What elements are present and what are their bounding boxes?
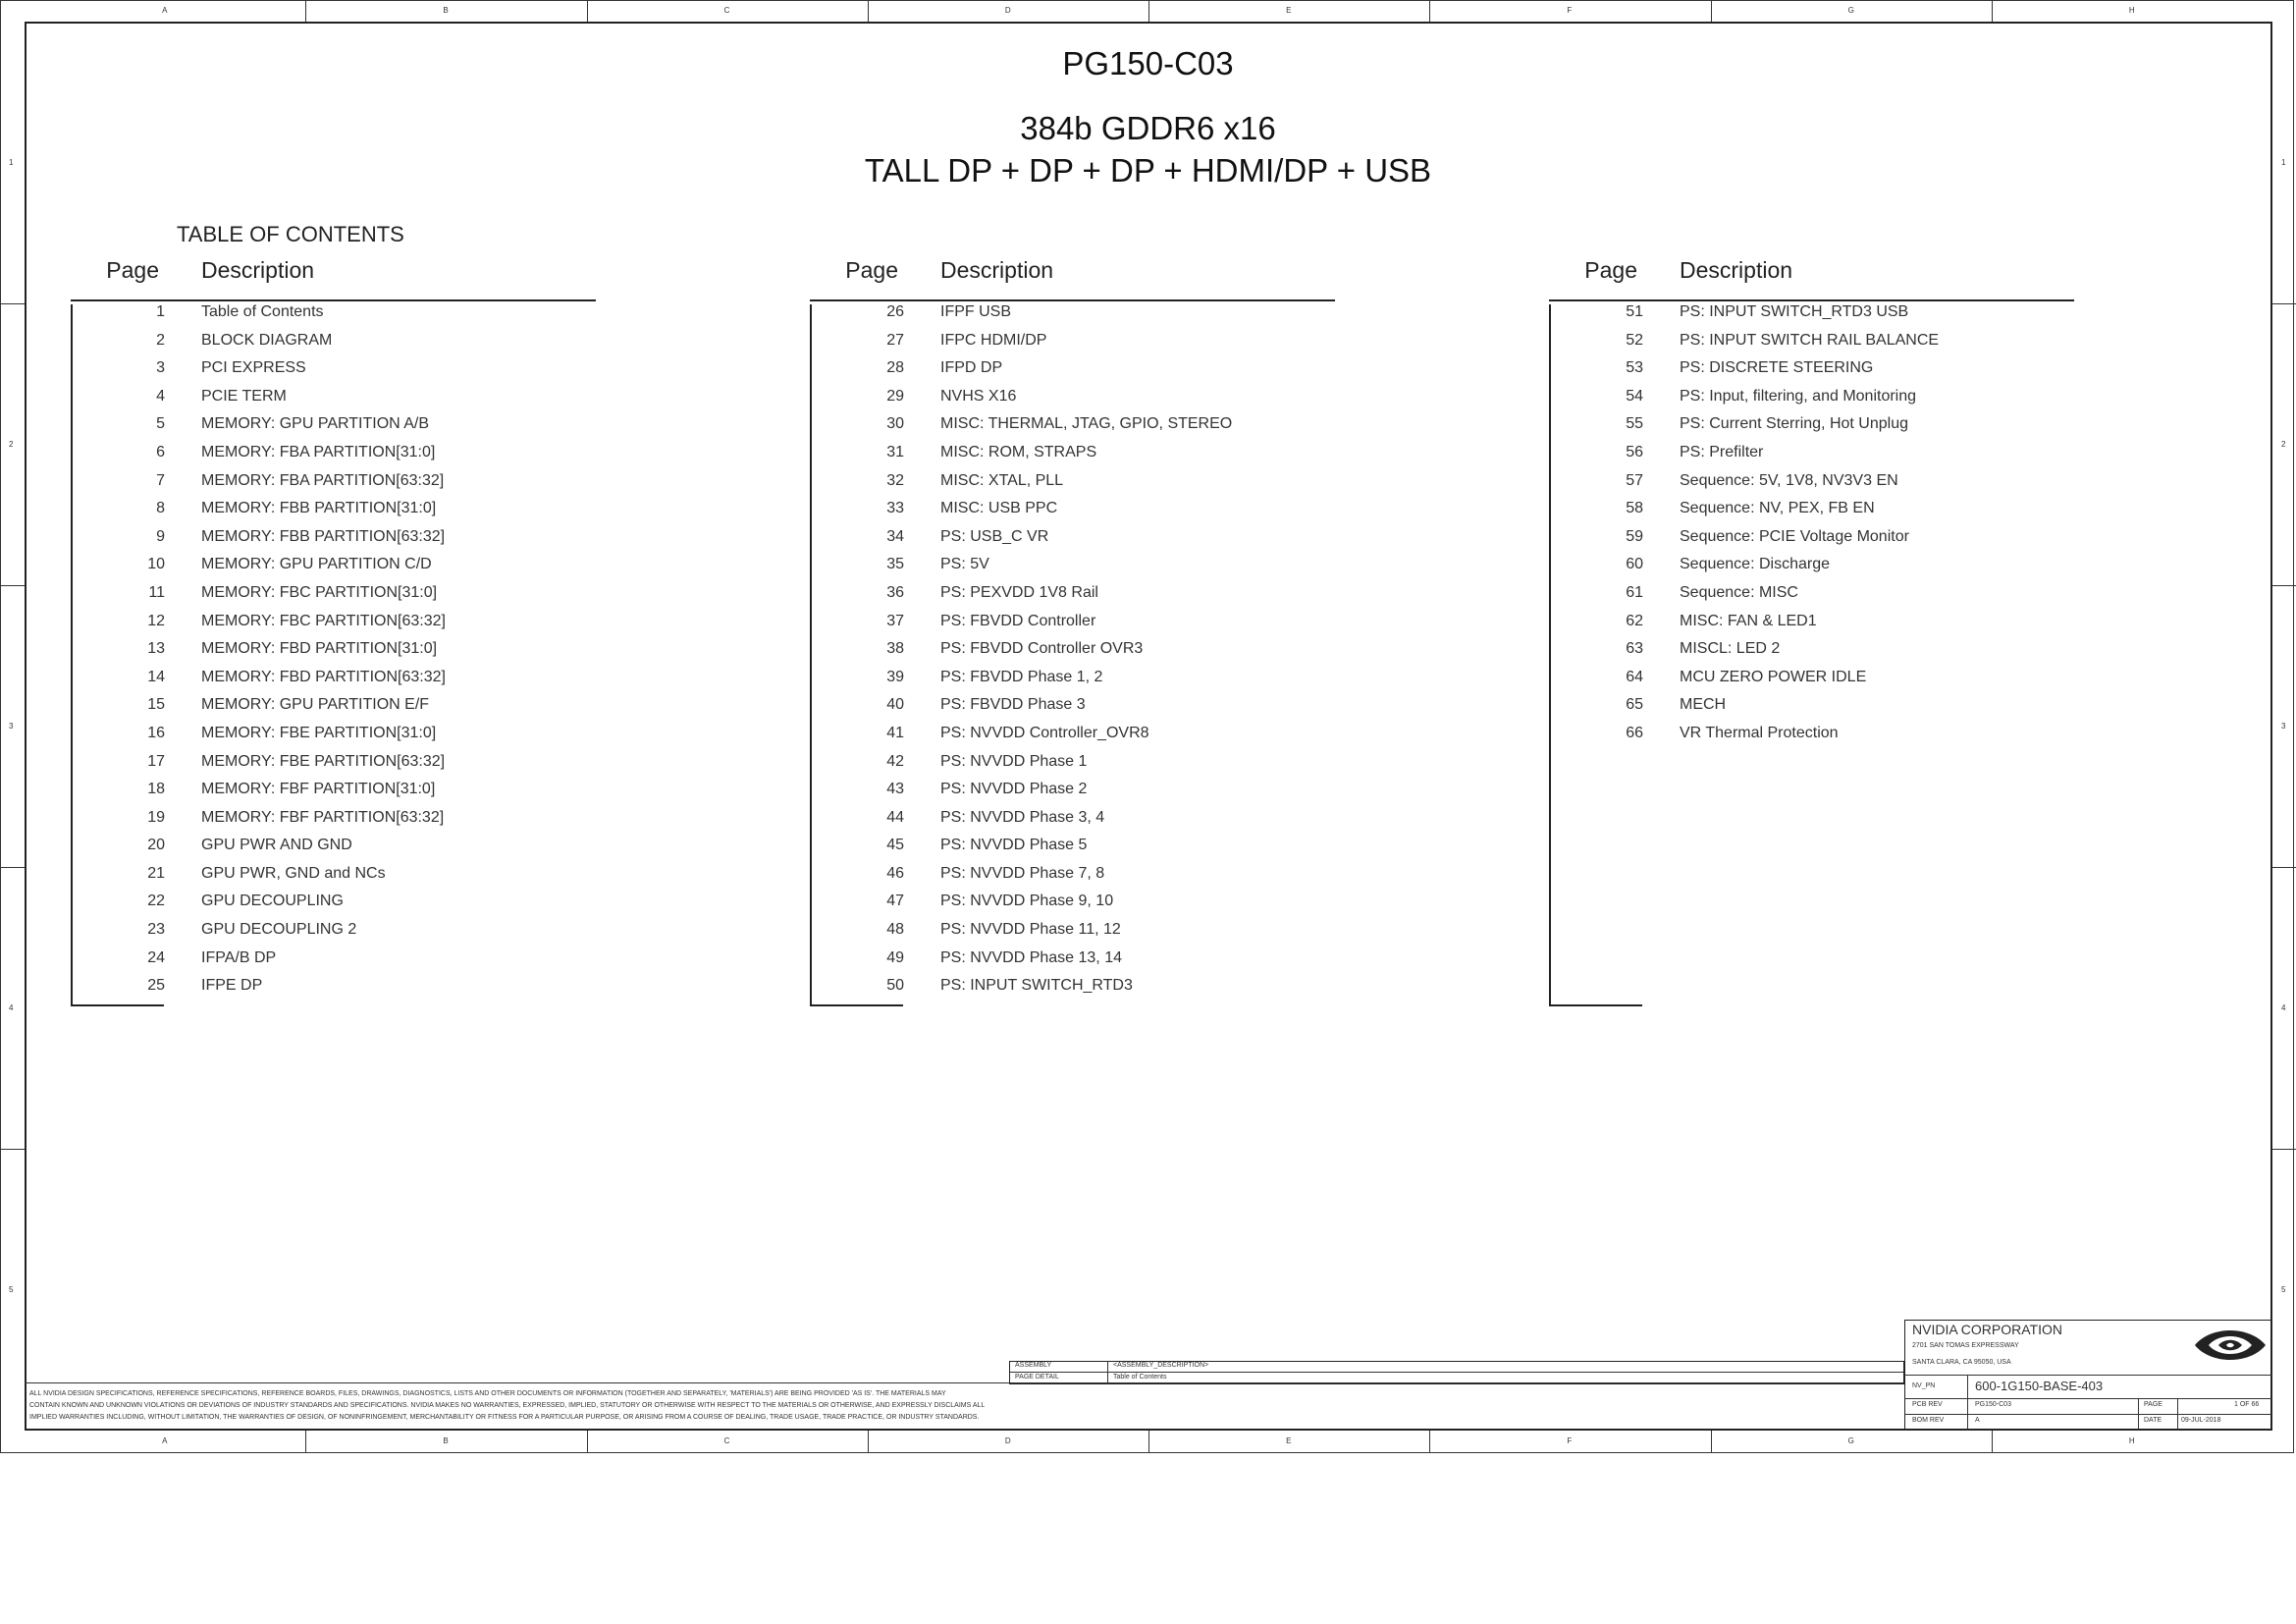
zone-column-label: A <box>162 6 168 15</box>
zone-row-label: 3 <box>2281 721 2286 731</box>
toc-row <box>1549 444 2177 472</box>
zone-column-label: B <box>443 1436 449 1445</box>
toc-row <box>1549 500 2177 528</box>
toc-row <box>810 837 1438 865</box>
zone-row-label: 4 <box>9 1002 14 1012</box>
toc-row <box>810 613 1438 641</box>
zone-divider <box>1429 1431 1430 1452</box>
toc-page-number: 8 <box>156 500 165 517</box>
disclaimer-line: CONTAIN KNOWN AND UNKNOWN VIOLATIONS OR DEVIATIONS OF INDUSTRY STANDARDS AND SPECIFICATIONS. NVIDIA MAKES NO WARRANTIES, EXPRESSED, IMPLIED, STATUTORY OR OTHERWISE WITH RESPECT TO THE MATERIALS OR OTHERWISE, AND EXPRESSLY DISCLAIMS ALL <box>29 1402 986 1409</box>
description-column-header: Description <box>940 257 1054 283</box>
toc-page-description: PS: NVVDD Phase 11, 12 <box>940 921 1121 939</box>
toc-page-number: 18 <box>147 781 165 798</box>
output-config: TALL DP + DP + DP + HDMI/DP + USB <box>864 152 1432 189</box>
zone-divider <box>1429 0 1430 22</box>
toc-page-description: MEMORY: FBA PARTITION[31:0] <box>201 443 436 460</box>
toc-row <box>810 388 1438 416</box>
disclaimer-line: IMPLIED WARRANTIES INCLUDING, WITHOUT LIMITATION, THE WARRANTIES OF DESIGN, OF NONINFRINGEMENT, MERCHANTABILITY OR FITNESS FOR A PARTICULAR PURPOSE, OR ARISING FROM A COURSE OF DEALING, TRADE USAGE, TRADE PRACTICE, OR INDUSTRY STANDARDS. <box>29 1414 980 1421</box>
toc-page-number: 32 <box>886 471 904 489</box>
toc-column-2 <box>810 257 1340 293</box>
toc-page-number: 49 <box>886 948 904 966</box>
description-column-header: Description <box>201 257 315 283</box>
zone-divider <box>1992 0 1993 22</box>
toc-row <box>71 303 699 332</box>
toc-page-description: Table of Contents <box>201 303 324 320</box>
toc-page-description: PS: PEXVDD 1V8 Rail <box>940 583 1098 601</box>
toc-page-description: GPU PWR AND GND <box>201 837 352 854</box>
toc-row <box>810 332 1438 360</box>
toc-page-description: PS: Current Sterring, Hot Unplug <box>1680 415 1908 433</box>
zone-row-label: 3 <box>9 721 14 731</box>
toc-page-description: MISC: ROM, STRAPS <box>940 443 1097 460</box>
toc-row <box>810 781 1438 809</box>
toc-page-number: 16 <box>147 724 165 741</box>
zone-column-label: H <box>2128 6 2135 15</box>
toc-page-description: MISC: FAN & LED1 <box>1680 612 1817 629</box>
memory-config: 384b GDDR6 x16 <box>1020 110 1276 146</box>
zone-column-label: G <box>1847 1436 1854 1445</box>
toc-page-number: 5 <box>156 415 165 433</box>
toc-page-number: 35 <box>886 556 904 573</box>
toc-page-number: 45 <box>886 837 904 854</box>
toc-page-description: Sequence: PCIE Voltage Monitor <box>1680 527 1909 545</box>
toc-page-number: 59 <box>1626 527 1643 545</box>
toc-page-number: 10 <box>147 556 165 573</box>
tb-rule-2 <box>1904 1398 2272 1399</box>
toc-page-description: Sequence: 5V, 1V8, NV3V3 EN <box>1680 471 1898 489</box>
zone-divider <box>0 585 25 586</box>
toc-row <box>71 640 699 669</box>
tb-rule-1 <box>1904 1375 2272 1376</box>
toc-page-description: MEMORY: FBA PARTITION[63:32] <box>201 471 445 489</box>
toc-page-description: PS: NVVDD Phase 2 <box>940 781 1088 798</box>
toc-row <box>71 893 699 921</box>
toc-page-number: 21 <box>147 864 165 882</box>
toc-page-number: 41 <box>886 724 904 741</box>
toc-page-number: 66 <box>1626 724 1643 741</box>
zone-column-label: E <box>1286 6 1292 15</box>
toc-page-description: PS: NVVDD Phase 3, 4 <box>940 808 1105 826</box>
zone-divider <box>2272 303 2296 304</box>
zone-divider <box>0 303 25 304</box>
toc-page-number: 1 <box>156 303 165 320</box>
zone-divider <box>2272 585 2296 586</box>
toc-row <box>1549 584 2177 613</box>
toc-page-number: 28 <box>886 359 904 377</box>
toc-row <box>71 837 699 865</box>
toc-page-description: PS: NVVDD Phase 7, 8 <box>940 864 1105 882</box>
toc-page-number: 48 <box>886 921 904 939</box>
date-label: DATE <box>2144 1417 2163 1424</box>
tb-rule-3 <box>1904 1414 2272 1415</box>
toc-row <box>810 584 1438 613</box>
zone-divider <box>2272 1149 2296 1150</box>
toc-row <box>810 949 1438 978</box>
zone-divider <box>1711 1431 1712 1452</box>
page-label: PAGE <box>2144 1401 2163 1408</box>
zone-divider <box>868 1431 869 1452</box>
zone-divider <box>1148 1431 1149 1452</box>
toc-row <box>810 865 1438 893</box>
toc-page-number: 20 <box>147 837 165 854</box>
zone-divider <box>2272 867 2296 868</box>
toc-page-number: 29 <box>886 387 904 405</box>
toc-page-description: MEMORY: GPU PARTITION A/B <box>201 415 430 433</box>
toc-page-number: 42 <box>886 752 904 770</box>
toc-page-description: MEMORY: FBB PARTITION[31:0] <box>201 500 437 517</box>
toc-row <box>1549 303 2177 332</box>
pcb-rev-value: PG150-C03 <box>1975 1401 2011 1408</box>
toc-page-description: MEMORY: FBC PARTITION[31:0] <box>201 583 438 601</box>
toc-page-description: MEMORY: FBC PARTITION[63:32] <box>201 612 446 629</box>
nv-pn-label: NV_PN <box>1912 1382 1936 1389</box>
toc-row <box>810 725 1438 753</box>
toc-page-number: 40 <box>886 696 904 714</box>
zone-row-label: 2 <box>9 439 14 449</box>
toc-row <box>71 388 699 416</box>
toc-page-description: PCI EXPRESS <box>201 359 306 377</box>
zone-column-label: D <box>1004 6 1011 15</box>
toc-page-description: GPU PWR, GND and NCs <box>201 864 386 882</box>
toc-page-description: MISCL: LED 2 <box>1680 640 1781 658</box>
toc-row <box>810 303 1438 332</box>
toc-row <box>810 977 1438 1005</box>
toc-page-description: IFPC HDMI/DP <box>940 331 1047 349</box>
toc-row <box>1549 388 2177 416</box>
toc-page-number: 64 <box>1626 668 1643 685</box>
toc-page-description: PS: Input, filtering, and Monitoring <box>1680 387 1917 405</box>
toc-row <box>71 556 699 584</box>
toc-page-number: 17 <box>147 752 165 770</box>
toc-page-number: 39 <box>886 668 904 685</box>
toc-row <box>1549 359 2177 388</box>
page-value: 1 OF 66 <box>2234 1401 2260 1408</box>
toc-page-number: 15 <box>147 696 165 714</box>
toc-row <box>810 444 1438 472</box>
toc-rows-3 <box>1549 303 2177 753</box>
toc-page-number: 3 <box>156 359 165 377</box>
toc-page-description: MECH <box>1680 696 1727 714</box>
description-column-header: Description <box>1680 257 1793 283</box>
toc-page-description: IFPE DP <box>201 977 263 995</box>
toc-row <box>71 669 699 697</box>
toc-page-description: BLOCK DIAGRAM <box>201 331 333 349</box>
toc-page-description: PS: NVVDD Controller_OVR8 <box>940 724 1149 741</box>
toc-row <box>71 977 699 1005</box>
toc-rows-1 <box>71 303 699 1005</box>
toc-page-number: 60 <box>1626 556 1643 573</box>
toc-page-description: PS: NVVDD Phase 9, 10 <box>940 893 1114 910</box>
toc-page-description: PS: INPUT SWITCH_RTD3 <box>940 977 1133 995</box>
toc-page-number: 33 <box>886 500 904 517</box>
toc-page-number: 63 <box>1626 640 1643 658</box>
zone-column-label: C <box>723 1436 730 1445</box>
toc-page-number: 2 <box>156 331 165 349</box>
toc-page-description: MISC: THERMAL, JTAG, GPIO, STEREO <box>940 415 1233 433</box>
toc-column-3 <box>1549 257 2079 293</box>
zone-divider <box>1148 0 1149 22</box>
toc-page-number: 12 <box>147 612 165 629</box>
toc-page-number: 58 <box>1626 500 1643 517</box>
zone-column-label: H <box>2128 1436 2135 1445</box>
zone-labels-right <box>2272 22 2296 1431</box>
toc-page-description: PS: 5V <box>940 556 989 573</box>
toc-page-description: PS: Prefilter <box>1680 443 1764 460</box>
toc-row <box>1549 415 2177 444</box>
toc-page-number: 11 <box>148 583 165 601</box>
toc-page-number: 13 <box>147 640 165 658</box>
toc-page-description: PS: FBVDD Phase 3 <box>940 696 1086 714</box>
toc-row <box>810 556 1438 584</box>
bom-rev-label: BOM REV <box>1912 1417 1945 1424</box>
toc-page-description: VR Thermal Protection <box>1680 724 1839 741</box>
toc-page-number: 19 <box>147 808 165 826</box>
toc-page-description: PS: NVVDD Phase 5 <box>940 837 1088 854</box>
toc-page-description: MEMORY: GPU PARTITION C/D <box>201 556 432 573</box>
toc-row <box>1549 472 2177 501</box>
toc-page-number: 44 <box>886 808 904 826</box>
toc-row <box>810 921 1438 949</box>
toc-page-number: 55 <box>1626 415 1643 433</box>
assembly-label: ASSEMBLY <box>1015 1362 1052 1369</box>
toc-row <box>71 865 699 893</box>
toc-page-number: 6 <box>156 443 165 460</box>
zone-divider <box>587 1431 588 1452</box>
company-name: NVIDIA CORPORATION <box>1912 1322 2062 1337</box>
toc-page-description: MEMORY: GPU PARTITION E/F <box>201 696 430 714</box>
toc-page-number: 37 <box>886 612 904 629</box>
toc-page-number: 24 <box>147 948 165 966</box>
zone-column-label: C <box>723 6 730 15</box>
assembly-divider <box>1009 1372 1904 1373</box>
toc-page-description: GPU DECOUPLING <box>201 893 344 910</box>
company-address-1: 2701 SAN TOMAS EXPRESSWAY <box>1912 1342 2019 1349</box>
toc-row <box>71 725 699 753</box>
toc-page-number: 46 <box>886 864 904 882</box>
toc-page-number: 31 <box>886 443 904 460</box>
zone-column-label: G <box>1847 6 1854 15</box>
page-detail-label: PAGE DETAIL <box>1015 1374 1059 1380</box>
toc-page-number: 4 <box>156 387 165 405</box>
toc-page-description: MEMORY: FBD PARTITION[63:32] <box>201 668 446 685</box>
date-value: 09-JUL-2018 <box>2181 1417 2221 1424</box>
zone-row-label: 5 <box>9 1284 14 1294</box>
zone-divider <box>587 0 588 22</box>
board-title: PG150-C03 <box>1062 45 1234 81</box>
toc-row <box>810 500 1438 528</box>
toc-row <box>810 669 1438 697</box>
toc-page-description: PS: FBVDD Controller <box>940 612 1096 629</box>
toc-page-description: PS: USB_C VR <box>940 527 1049 545</box>
toc-page-number: 62 <box>1626 612 1643 629</box>
toc-page-description: PS: NVVDD Phase 1 <box>940 752 1088 770</box>
toc-row <box>810 753 1438 782</box>
zone-column-label: E <box>1286 1436 1292 1445</box>
toc-row <box>71 332 699 360</box>
toc-page-description: GPU DECOUPLING 2 <box>201 921 357 939</box>
toc-row <box>71 584 699 613</box>
toc-page-description: IFPD DP <box>940 359 1003 377</box>
pcb-rev-label: PCB REV <box>1912 1401 1943 1408</box>
toc-row <box>1549 696 2177 725</box>
disclaimer-line: ALL NVIDIA DESIGN SPECIFICATIONS, REFERENCE SPECIFICATIONS, REFERENCE BOARDS, FILES, DRAWINGS, DIAGNOSTICS, LISTS AND OTHER DOCUMENTS OR INFORMATION (TOGETHER AND SEPARATELY, 'MATERIALS') ARE BEING PROVIDED 'AS IS'. THE MATERIALS MAY <box>29 1390 946 1397</box>
page-column-header: Page <box>1584 257 1637 283</box>
toc-row <box>1549 556 2177 584</box>
assembly-value: <ASSEMBLY_DESCRIPTION> <box>1113 1362 1209 1369</box>
toc-row <box>1549 528 2177 557</box>
zone-row-label: 2 <box>2281 439 2286 449</box>
zone-column-label: B <box>443 6 449 15</box>
toc-page-description: MEMORY: FBE PARTITION[63:32] <box>201 752 446 770</box>
toc-row <box>810 640 1438 669</box>
toc-page-number: 51 <box>1626 303 1643 320</box>
toc-page-number: 34 <box>886 527 904 545</box>
toc-row <box>71 444 699 472</box>
toc-page-number: 61 <box>1626 583 1643 601</box>
toc-row <box>71 528 699 557</box>
toc-page-number: 56 <box>1626 443 1643 460</box>
toc-row <box>71 500 699 528</box>
toc-page-description: PS: INPUT SWITCH_RTD3 USB <box>1680 303 1909 320</box>
toc-row <box>810 809 1438 838</box>
toc-page-description: PS: FBVDD Phase 1, 2 <box>940 668 1103 685</box>
toc-row <box>71 696 699 725</box>
toc-row <box>71 415 699 444</box>
toc-page-number: 26 <box>886 303 904 320</box>
toc-page-description: MEMORY: FBE PARTITION[31:0] <box>201 724 437 741</box>
toc-rule-2 <box>810 299 1335 301</box>
toc-page-description: IFPA/B DP <box>201 948 277 966</box>
toc-page-description: PS: INPUT SWITCH RAIL BALANCE <box>1680 331 1940 349</box>
zone-row-label: 1 <box>9 157 14 167</box>
page-column-header: Page <box>106 257 159 283</box>
toc-page-description: PCIE TERM <box>201 387 287 405</box>
toc-page-number: 54 <box>1626 387 1643 405</box>
toc-page-number: 47 <box>886 893 904 910</box>
zone-column-label: D <box>1004 1436 1011 1445</box>
toc-row <box>71 809 699 838</box>
toc-row <box>1549 669 2177 697</box>
tb-col-divider-1 <box>1967 1375 1968 1430</box>
toc-page-number: 25 <box>147 977 165 995</box>
toc-page-description: MEMORY: FBD PARTITION[31:0] <box>201 640 438 658</box>
zone-row-label: 5 <box>2281 1284 2286 1294</box>
toc-rule-3 <box>1549 299 2074 301</box>
toc-row <box>71 949 699 978</box>
toc-page-description: NVHS X16 <box>940 387 1017 405</box>
zone-divider <box>868 0 869 22</box>
toc-row <box>1549 640 2177 669</box>
toc-row <box>1549 613 2177 641</box>
bom-rev-value: A <box>1975 1417 1980 1424</box>
zone-column-label: F <box>1567 6 1573 15</box>
nv-pn-value: 600-1G150-BASE-403 <box>1975 1379 2104 1393</box>
zone-column-label: A <box>162 1436 168 1445</box>
toc-page-description: IFPF USB <box>940 303 1012 320</box>
disclaimer <box>29 1388 1080 1424</box>
page-detail-value: Table of Contents <box>1113 1374 1167 1380</box>
toc-page-number: 57 <box>1626 471 1643 489</box>
toc-page-number: 65 <box>1626 696 1643 714</box>
zone-labels-bottom <box>25 1431 2272 1452</box>
zone-labels-left <box>0 22 25 1431</box>
toc-column-1 <box>71 257 601 293</box>
zone-divider <box>0 1149 25 1150</box>
toc-row <box>810 893 1438 921</box>
toc-row <box>71 472 699 501</box>
toc-page-number: 23 <box>147 921 165 939</box>
toc-page-description: PS: FBVDD Controller OVR3 <box>940 640 1144 658</box>
zone-row-label: 4 <box>2281 1002 2286 1012</box>
toc-page-number: 14 <box>147 668 165 685</box>
toc-page-description: Sequence: Discharge <box>1680 556 1830 573</box>
toc-page-description: Sequence: NV, PEX, FB EN <box>1680 500 1875 517</box>
toc-page-description: MISC: XTAL, PLL <box>940 471 1064 489</box>
toc-rule-1 <box>71 299 596 301</box>
toc-row <box>810 415 1438 444</box>
toc-row <box>71 753 699 782</box>
toc-page-number: 38 <box>886 640 904 658</box>
toc-page-number: 30 <box>886 415 904 433</box>
toc-row <box>810 696 1438 725</box>
tb-col-divider-2 <box>2138 1398 2139 1430</box>
toc-page-description: PS: NVVDD Phase 13, 14 <box>940 948 1122 966</box>
nvidia-logo-icon <box>2191 1322 2269 1369</box>
zone-column-label: F <box>1567 1436 1573 1445</box>
toc-page-description: MEMORY: FBB PARTITION[63:32] <box>201 527 446 545</box>
zone-divider <box>0 867 25 868</box>
toc-page-number: 50 <box>886 977 904 995</box>
toc-page-number: 22 <box>147 893 165 910</box>
toc-row <box>810 528 1438 557</box>
toc-row <box>71 359 699 388</box>
toc-page-number: 53 <box>1626 359 1643 377</box>
toc-row <box>810 472 1438 501</box>
toc-page-description: PS: DISCRETE STEERING <box>1680 359 1874 377</box>
zone-divider <box>305 0 306 22</box>
toc-page-number: 27 <box>886 331 904 349</box>
zone-divider <box>305 1431 306 1452</box>
toc-page-number: 52 <box>1626 331 1643 349</box>
toc-row <box>1549 725 2177 753</box>
toc-page-number: 9 <box>156 527 165 545</box>
toc-page-description: MEMORY: FBF PARTITION[63:32] <box>201 808 445 826</box>
zone-divider <box>1992 1431 1993 1452</box>
toc-row <box>810 359 1438 388</box>
zone-row-label: 1 <box>2281 157 2286 167</box>
toc-page-number: 36 <box>886 583 904 601</box>
toc-page-description: MISC: USB PPC <box>940 500 1058 517</box>
toc-rows-2 <box>810 303 1438 1005</box>
page-column-header: Page <box>845 257 898 283</box>
zone-divider <box>1711 0 1712 22</box>
toc-page-description: MEMORY: FBF PARTITION[31:0] <box>201 781 436 798</box>
toc-row <box>1549 332 2177 360</box>
assembly-col-divider <box>1107 1361 1108 1384</box>
toc-page-description: Sequence: MISC <box>1680 583 1798 601</box>
toc-page-number: 43 <box>886 781 904 798</box>
toc-row <box>71 781 699 809</box>
tb-col-divider-3 <box>2177 1398 2178 1430</box>
toc-row <box>71 921 699 949</box>
toc-page-description: MCU ZERO POWER IDLE <box>1680 668 1867 685</box>
company-address-2: SANTA CLARA, CA 95050, USA <box>1912 1359 2011 1366</box>
toc-heading: TABLE OF CONTENTS <box>177 222 404 246</box>
toc-row <box>71 613 699 641</box>
toc-page-number: 7 <box>156 471 165 489</box>
zone-labels-top <box>25 0 2272 22</box>
